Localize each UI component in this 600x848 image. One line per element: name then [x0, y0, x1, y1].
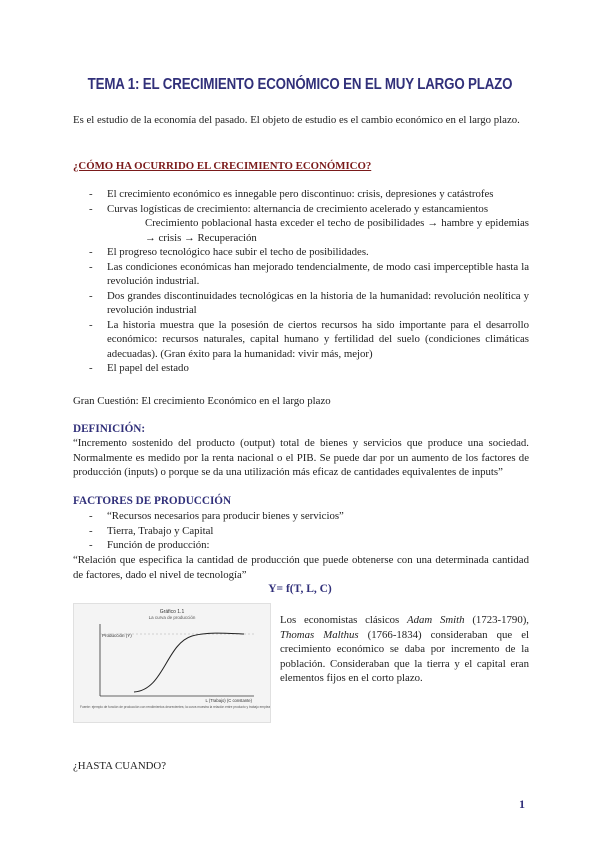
list-item: - El papel del estado	[73, 361, 529, 376]
graph-subtitle: La curva de producción	[148, 615, 196, 620]
adam-smith: Adam Smith	[407, 614, 465, 626]
graph-svg	[74, 604, 270, 722]
list-item: - Función de producción:	[73, 538, 529, 553]
relacion-text: “Relación que especifica la cantidad de producción que puede obtenerse con una determinada cantidad de factores, dado el nivel de tecnología”	[73, 554, 529, 581]
intro-paragraph: Es el estudio de la economía del pasado. El objeto de estudio es el cambio económico en el largo plazo.	[73, 114, 520, 126]
factores-heading-text: FACTORES DE PRODUCCIÓN	[73, 495, 232, 507]
graph-title: Gráfico 1.1	[159, 609, 185, 615]
list-item: - Curvas logísticas de crecimiento: alternancia de crecimiento acelerado y estancamientos	[73, 202, 529, 217]
graph-y-label: Producción (Y)	[102, 633, 132, 638]
clasicos-rest: (1766-1834) consideraban que el crecimiento económico se daba por incremento de la población. Consideraban que la tierra y el capital eran elementos fijos en el corto plazo.	[280, 628, 529, 684]
smith-years: (1723-1790),	[464, 614, 530, 626]
page-number: 1	[519, 797, 525, 811]
production-formula: Y= f(T, L, C)	[268, 583, 332, 595]
clasicos-paragraph	[280, 613, 529, 686]
section-heading-crecimiento	[73, 159, 529, 174]
page-title: TEMA 1: EL CRECIMIENTO ECONÓMICO EN EL MUY LARGO PLAZO	[87, 76, 513, 93]
definicion-heading-text: DEFINICIÓN:	[73, 423, 146, 435]
section-heading-text: ¿CÓMO HA OCURRIDO EL CRECIMIENTO ECONÓMICO?	[73, 160, 372, 172]
list-item: - “Recursos necesarios para producir bienes y servicios”	[73, 509, 529, 524]
thomas-malthus: Thomas Malthus	[280, 628, 359, 641]
list-item: - El progreso tecnológico hace subir el techo de posibilidades.	[73, 245, 529, 260]
factores-list	[73, 509, 529, 553]
definicion-text: “Incremento sostenido del producto (output) total de bienes y servicios que produce una sociedad. Normalmente es medido por la renta nacional o el PIB. Se puede dar por un aumento de los factores de producción (inputs) o porque se da una utilización más eficaz de cantidades equivalentes de inputs”	[73, 437, 529, 478]
crecimiento-list	[73, 187, 529, 376]
hasta-cuando: ¿HASTA CUANDO?	[73, 760, 167, 772]
list-item: - El crecimiento económico es innegable pero discontinuo: crisis, depresiones y catástrofes	[73, 187, 529, 202]
graph-x-label: L (Trabajo) (C constante)	[205, 698, 252, 703]
production-function-graph	[73, 603, 271, 723]
list-item: - Las condiciones económicas han mejorado tendencialmente, de modo casi imperceptible hasta la revolución industrial.	[73, 260, 529, 289]
graph-caption: Fuente: ejemplo de función de producción con rendimientos decrecientes; la curva muestra la relación entre producto y trabajo empleado.	[80, 705, 270, 709]
gran-cuestion: Gran Cuestión: El crecimiento Económico en el largo plazo	[73, 395, 331, 407]
list-item: - Dos grandes discontinuidades tecnológicas en la historia de la humanidad: revolución neolítica y revolución industrial	[73, 289, 529, 318]
list-item: - Tierra, Trabajo y Capital	[73, 524, 529, 539]
list-item: - La historia muestra que la posesión de ciertos recursos ha sido importante para el desarrollo económico: recursos naturales, capital humano y fertilidad del suelo (condiciones climáticas adecuadas). (Gran éxito para la humanidad: vivir más, mejor)	[73, 318, 529, 362]
definicion-heading	[73, 422, 529, 437]
sub-item-poblacion: Crecimiento poblacional hasta exceder el techo de posibilidades → hambre y epidemias → crisis → Recuperación	[145, 217, 529, 244]
clasicos-pre: Los economistas clásicos	[280, 614, 408, 626]
factores-heading	[73, 494, 529, 509]
